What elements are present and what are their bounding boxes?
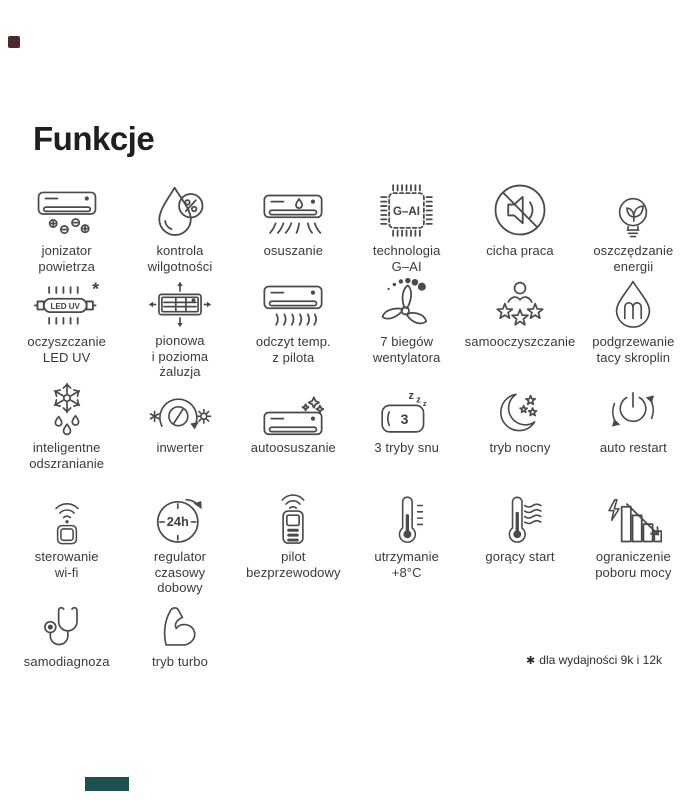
self-diagnosis-icon xyxy=(40,598,94,650)
fan-speeds-icon xyxy=(379,280,435,330)
night-mode-icon xyxy=(494,378,546,436)
turbo-mode-icon xyxy=(157,598,203,650)
svg-text:*: * xyxy=(91,280,99,299)
feature-night-mode xyxy=(463,378,576,483)
feature-air-ionizer xyxy=(10,183,123,280)
feature-label: jonizator powietrza xyxy=(38,243,95,274)
feature-label: osuszanie xyxy=(263,243,324,258)
temp-readout-icon xyxy=(260,280,326,330)
footnote-text: dla wydajności 9k i 12k xyxy=(539,653,662,667)
bottom-page-mark xyxy=(85,777,129,791)
feature-wireless-remote xyxy=(237,483,350,598)
feature-defrost xyxy=(10,378,123,483)
feature-label: 3 tryby snu xyxy=(374,440,439,455)
feature-label: technologia G–AI xyxy=(372,243,441,274)
feature-label: cicha praca xyxy=(486,243,554,258)
page-title: Funkcje xyxy=(33,120,155,157)
feature-turbo-mode xyxy=(123,598,236,670)
feature-quiet-operation xyxy=(463,183,576,280)
svg-text:LED UV: LED UV xyxy=(50,302,80,312)
feature-inverter xyxy=(123,378,236,483)
feature-label: pilot bezprzewodowy xyxy=(246,549,341,580)
feature-drying xyxy=(237,183,350,280)
feature-label: inteligentne odszranianie xyxy=(29,440,105,471)
feature-temp-readout xyxy=(237,280,350,378)
feature-label: regulator czasowy dobowy xyxy=(153,549,207,595)
feature-label: oczyszczanie LED UV xyxy=(27,334,106,365)
feature-humidity-control xyxy=(123,183,236,280)
wireless-remote-icon xyxy=(270,483,316,545)
feature-label: samooczyszczanie xyxy=(464,334,576,349)
feature-label: pionowa i pozioma żaluzja xyxy=(151,333,209,379)
feature-auto-drying xyxy=(237,378,350,483)
power-limit-icon xyxy=(604,483,662,545)
energy-saving-icon xyxy=(607,183,659,239)
tray-heating-icon xyxy=(610,280,656,330)
feature-hot-start xyxy=(463,483,576,598)
feature-label: oszczędzanie energii xyxy=(593,243,674,274)
feature-label: inwerter xyxy=(156,440,204,455)
feature-led-uv xyxy=(10,280,123,378)
hot-start-icon xyxy=(498,483,542,545)
auto-restart-icon xyxy=(605,378,661,436)
feature-label: tryb nocny xyxy=(489,440,551,455)
asterisk-icon: ✱ xyxy=(526,653,536,667)
feature-self-diagnosis xyxy=(10,598,123,670)
svg-text:G–AI: G–AI xyxy=(393,205,421,218)
feature-label: utrzymanie +8°C xyxy=(374,549,439,580)
top-left-page-mark xyxy=(8,36,20,48)
gai-technology-icon xyxy=(378,183,435,239)
feature-label: autoosuszanie xyxy=(250,440,336,455)
feature-auto-restart xyxy=(577,378,690,483)
auto-drying-icon xyxy=(260,378,326,436)
features-grid xyxy=(10,183,690,670)
defrost-icon xyxy=(40,378,94,436)
feature-louver xyxy=(123,280,236,378)
led-uv-icon xyxy=(33,280,101,330)
feature-self-cleaning xyxy=(463,280,576,378)
feature-label: samodiagnoza xyxy=(23,654,110,669)
feature-energy-saving xyxy=(577,183,690,280)
sleep-modes-icon xyxy=(377,378,437,436)
feature-label: auto restart xyxy=(599,440,667,455)
feature-label: tryb turbo xyxy=(152,654,208,669)
air-ionizer-icon xyxy=(34,183,100,239)
svg-text:z: z xyxy=(422,399,427,409)
feature-label: 7 biegów wentylatora xyxy=(372,334,441,365)
quiet-operation-icon xyxy=(491,183,549,239)
timer-24h-icon xyxy=(151,483,208,545)
feature-label: odczyt temp. z pilota xyxy=(255,334,331,365)
feature-temp-hold xyxy=(350,483,463,598)
feature-wifi-control xyxy=(10,483,123,598)
humidity-control-icon xyxy=(153,183,207,239)
self-cleaning-icon xyxy=(488,280,552,330)
wifi-control-icon xyxy=(42,483,92,545)
drying-icon xyxy=(260,183,326,239)
feature-timer-24h xyxy=(123,483,236,598)
svg-text:3: 3 xyxy=(400,411,409,427)
louver-icon xyxy=(148,280,212,329)
feature-label: kontrola wilgotności xyxy=(147,243,213,274)
feature-fan-speeds xyxy=(350,280,463,378)
footnote xyxy=(526,653,662,667)
feature-label: ograniczenie poboru mocy xyxy=(595,549,672,580)
svg-text:24h: 24h xyxy=(167,514,190,530)
feature-label: gorący start xyxy=(485,549,555,564)
feature-tray-heating xyxy=(577,280,690,378)
temp-hold-icon xyxy=(388,483,426,545)
feature-power-limit xyxy=(577,483,690,598)
svg-text:z: z xyxy=(408,389,414,402)
feature-gai-technology xyxy=(350,183,463,280)
feature-sleep-modes xyxy=(350,378,463,483)
feature-label: podgrzewanie tacy skroplin xyxy=(592,334,675,365)
inverter-icon xyxy=(148,378,212,436)
feature-label: sterowanie wi-fi xyxy=(34,549,99,580)
svg-text:z: z xyxy=(415,394,421,405)
